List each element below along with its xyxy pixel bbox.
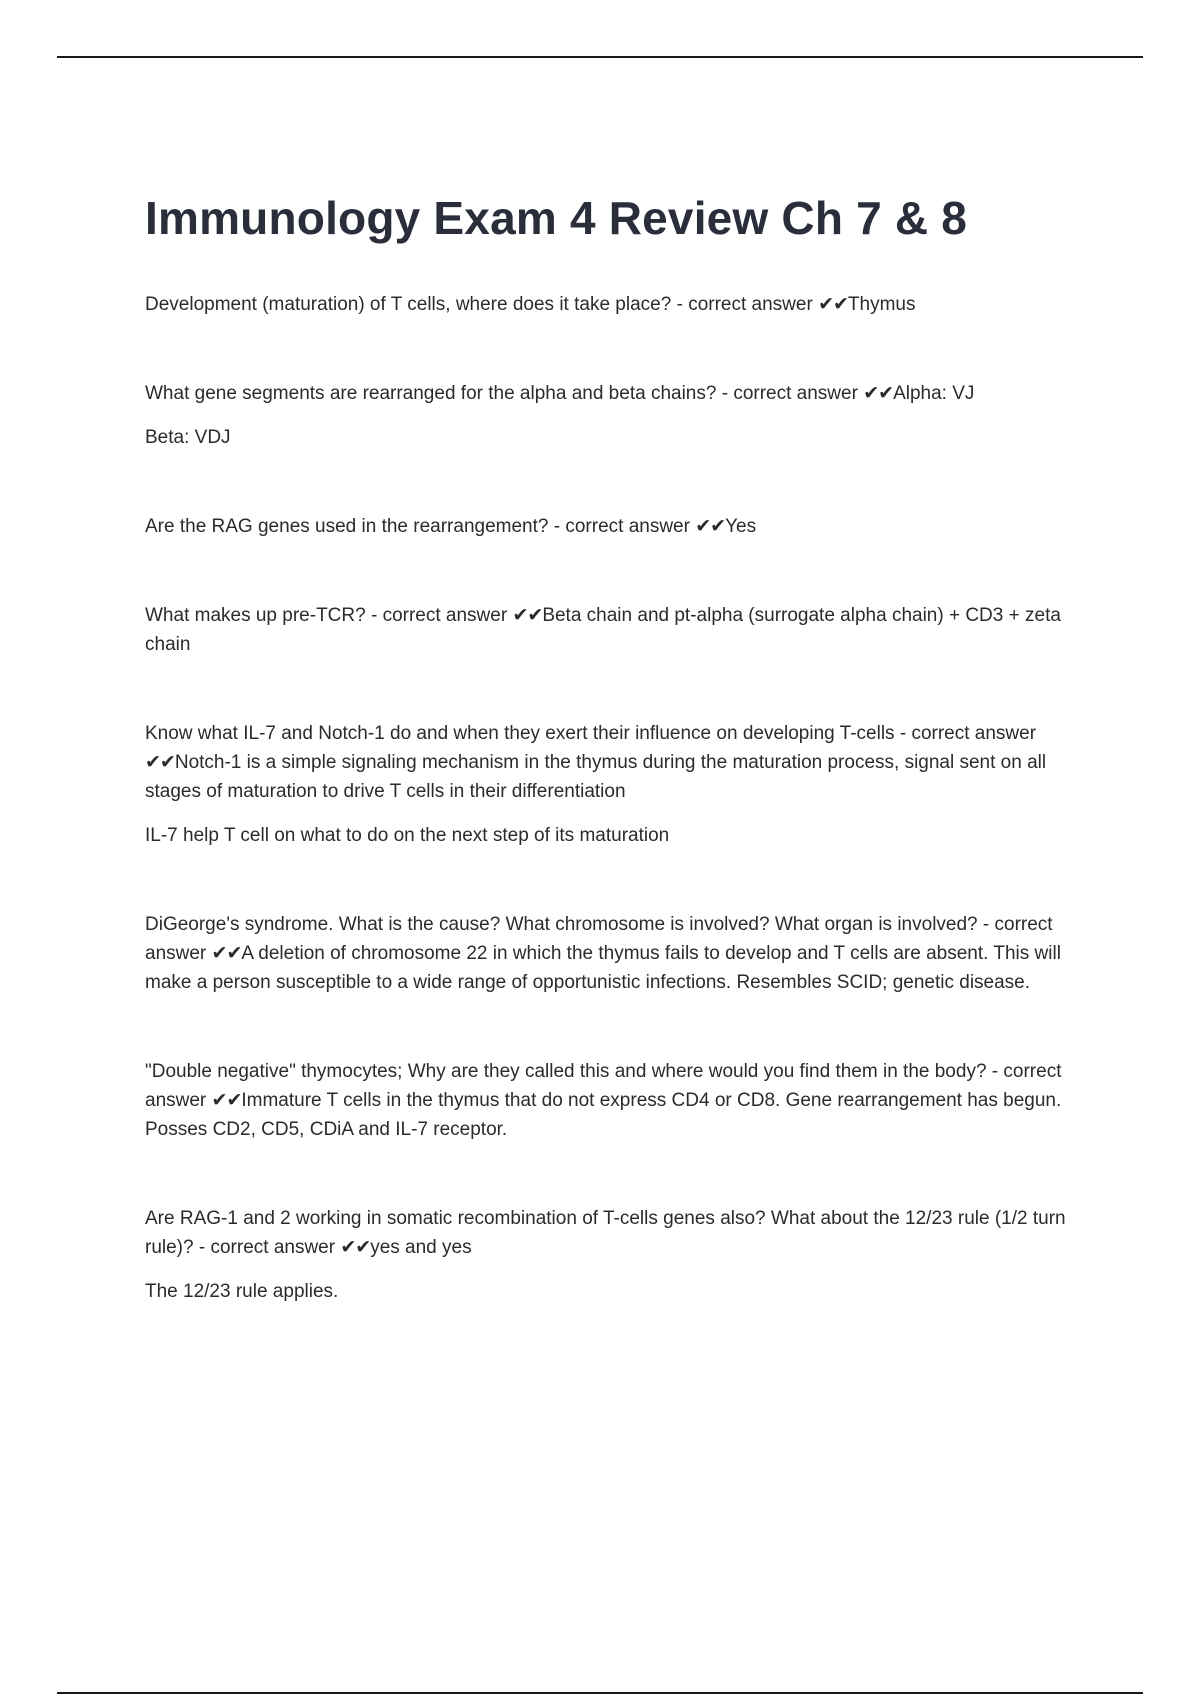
answer-marker: correct answer — [145, 914, 1053, 964]
question-text: Are the RAG genes used in the rearrangement? — [145, 516, 549, 537]
answer-marker: correct answer — [565, 516, 690, 537]
double-check-icon: ✔✔ — [818, 294, 848, 315]
answer-marker: correct answer — [911, 723, 1037, 744]
qa-item — [145, 1204, 1095, 1306]
qa-item — [145, 379, 1095, 452]
qa-item — [145, 719, 1095, 850]
answer-text: Thymus — [847, 294, 916, 315]
bottom-rule — [57, 1692, 1143, 1694]
double-check-icon: ✔✔ — [211, 943, 242, 964]
qa-item — [145, 601, 1095, 659]
answer-text: Alpha: VJ — [893, 383, 975, 404]
document-title: Immunology Exam 4 Review Ch 7 & 8 — [145, 192, 968, 244]
answer-marker: correct answer — [210, 1237, 336, 1258]
answer-marker: correct answer — [688, 294, 813, 315]
double-check-icon: ✔✔ — [863, 383, 894, 404]
answer-continuation: Beta: VDJ — [145, 427, 231, 448]
qa-line: "Double negative" thymocytes; Why are they called this and where would you find them in the body? - correct answer ✔✔Immature T cells in the thymus that do not express CD4 or CD8. Gene rearrangement has begun. Posses CD2, CD5, CDiA and IL-7 receptor. — [145, 1061, 1062, 1140]
qa-line: Know what IL-7 and Notch-1 do and when they exert their influence on developing T-cells - correct answer ✔✔Notch-1 is a simple signaling mechanism in the thymus during the maturation process, signal sent on all stages of maturation to drive T cells in their differentiation — [145, 723, 1047, 802]
double-check-icon: ✔✔ — [512, 605, 543, 626]
answer-text: yes and yes — [370, 1237, 472, 1258]
question-text: "Double negative" thymocytes; Why are they called this and where would you find them in the body? — [145, 1061, 987, 1082]
question-text: What gene segments are rearranged for the alpha and beta chains? — [145, 383, 717, 404]
answer-text: A deletion of chromosome 22 in which the thymus fails to develop and T cells are absent. This will make a person susceptible to a wide range of opportunistic infections. Resembles SCID; genetic disease. — [145, 943, 1061, 993]
question-text: Development (maturation) of T cells, where does it take place? — [145, 294, 672, 315]
answer-text: Notch-1 is a simple signaling mechanism in the thymus during the maturation process, signal sent on all stages of maturation to drive T cells in their differentiation — [145, 752, 1047, 802]
question-text: What makes up pre-TCR? — [145, 605, 366, 626]
answer-marker: correct answer — [733, 383, 858, 404]
double-check-icon: ✔✔ — [340, 1237, 371, 1258]
document-body — [145, 190, 1095, 1366]
qa-line: What makes up pre-TCR? - correct answer ✔✔Beta chain and pt-alpha (surrogate alpha chain) + CD3 + zeta chain — [145, 605, 1061, 655]
qa-line: Development (maturation) of T cells, where does it take place? - correct answer ✔✔Thymus — [145, 294, 916, 315]
answer-continuation: IL-7 help T cell on what to do on the next step of its maturation — [145, 825, 670, 846]
answer-marker: correct answer — [382, 605, 508, 626]
answer-text: Yes — [725, 516, 757, 537]
qa-line: Are RAG-1 and 2 working in somatic recombination of T-cells genes also? What about the 12/23 rule (1/2 turn rule)? - correct answer ✔✔yes and yes — [145, 1208, 1066, 1258]
qa-line: What gene segments are rearranged for the alpha and beta chains? - correct answer ✔✔Alpha: VJ — [145, 383, 975, 404]
answer-marker: correct answer — [145, 1061, 1062, 1111]
qa-line: Are the RAG genes used in the rearrangement? - correct answer ✔✔Yes — [145, 516, 757, 537]
answer-text: Beta chain and pt-alpha (surrogate alpha chain) + CD3 + zeta chain — [145, 605, 1061, 655]
qa-item — [145, 1057, 1095, 1144]
double-check-icon: ✔✔ — [145, 752, 175, 773]
qa-line: DiGeorge's syndrome. What is the cause? What chromosome is involved? What organ is involved? - correct answer ✔✔A deletion of chromosome 22 in which the thymus fails to develop and T cells are absent. This will make a person susceptible to a wide range of opportunistic infections. Resembles SCID; genetic disease. — [145, 914, 1061, 993]
double-check-icon: ✔✔ — [211, 1090, 242, 1111]
qa-item — [145, 910, 1095, 997]
top-rule — [57, 56, 1143, 58]
question-text: Are RAG-1 and 2 working in somatic recombination of T-cells genes also? What about the 12/23 rule (1/2 turn rule)? — [145, 1208, 1066, 1258]
answer-text: Immature T cells in the thymus that do not express CD4 or CD8. Gene rearrangement has begun. Posses CD2, CD5, CDiA and IL-7 receptor. — [145, 1090, 1062, 1140]
qa-item — [145, 290, 1095, 319]
answer-continuation: The 12/23 rule applies. — [145, 1281, 339, 1302]
question-text: Know what IL-7 and Notch-1 do and when they exert their influence on developing T-cells — [145, 723, 895, 744]
double-check-icon: ✔✔ — [695, 516, 726, 537]
qa-item — [145, 512, 1095, 541]
question-text: DiGeorge's syndrome. What is the cause? What chromosome is involved? What organ is involved? — [145, 914, 978, 935]
